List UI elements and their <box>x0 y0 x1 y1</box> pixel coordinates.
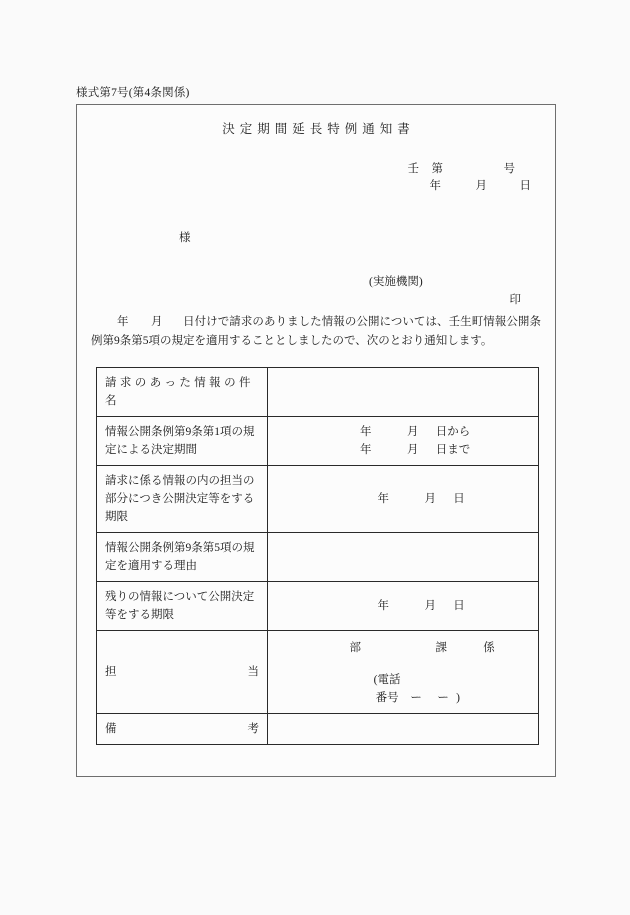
row-value-subject[interactable] <box>268 368 539 417</box>
remaining-year: 年 <box>377 600 389 612</box>
label-text: 残りの情報について公開決定等をする期限 <box>105 591 255 621</box>
remaining-deadline-date <box>276 597 530 615</box>
label-text-first: 担 <box>105 666 117 678</box>
telephone-close-paren: ) <box>456 692 460 704</box>
document-number-label: 第 <box>431 163 443 175</box>
table-row <box>97 466 539 533</box>
addressee-honorific: 様 <box>179 232 191 244</box>
from-day: 日から <box>435 426 471 438</box>
telephone-dash-2: ー <box>437 692 449 704</box>
body-text-main: 日付けで請求のありました情報の公開については、壬生町情報公開条例第9条第5項の規定を適用することとしましたので、次のとおり通知します。 <box>91 316 541 347</box>
department-label: 部 <box>349 642 361 654</box>
date-range-to <box>276 441 530 459</box>
label-text-second: 考 <box>247 723 259 735</box>
table-row <box>97 714 539 745</box>
row-value-contact[interactable] <box>268 631 539 714</box>
row-label-partial-deadline <box>97 466 268 533</box>
row-label-decision-period <box>97 417 268 466</box>
label-text: 情報公開条例第9条第1項の規定による決定期間 <box>105 426 255 456</box>
issuing-agency-label: (実施機関) <box>369 276 423 288</box>
department-line <box>276 637 530 657</box>
from-month: 月 <box>407 426 419 438</box>
document-title: 決定期間延長特例通知書 <box>222 122 415 136</box>
label-text: 請求に係る情報の内の担当の部分につき公開決定等をする期限 <box>105 475 255 523</box>
table-row <box>97 582 539 631</box>
contact-label-pair <box>105 663 259 681</box>
seal-mark: 印 <box>509 294 521 306</box>
telephone-dash-1: ー <box>410 692 422 704</box>
row-value-partial-deadline[interactable] <box>268 466 539 533</box>
remarks-label-pair <box>105 720 259 738</box>
row-label-contact <box>97 631 268 714</box>
remaining-day: 日 <box>453 600 465 612</box>
to-year: 年 <box>360 444 372 456</box>
telephone-label: (電話番号 <box>373 674 401 704</box>
row-label-remarks <box>97 714 268 745</box>
section-label: 課 <box>435 642 447 654</box>
from-year: 年 <box>360 426 372 438</box>
row-value-remarks[interactable] <box>268 714 539 745</box>
row-label-reason <box>97 533 268 582</box>
deadline-date <box>276 490 530 508</box>
row-value-reason[interactable] <box>268 533 539 582</box>
date-range-from <box>276 423 530 441</box>
row-value-remaining-deadline[interactable] <box>268 582 539 631</box>
table-row <box>97 631 539 714</box>
body-paragraph <box>91 313 541 351</box>
document-number-prefix: 壬 <box>407 163 419 175</box>
to-day: 日まで <box>435 444 471 456</box>
to-month: 月 <box>407 444 419 456</box>
table-row <box>97 533 539 582</box>
document-date-line <box>408 178 532 195</box>
row-label-subject <box>97 368 268 417</box>
label-text: 情報公開条例第9条第5項の規定を適用する理由 <box>105 542 255 572</box>
subsection-label: 係 <box>483 642 495 654</box>
body-date-year: 年 <box>117 316 129 328</box>
document-number-suffix: 号 <box>503 163 515 175</box>
document-frame <box>76 104 556 777</box>
notification-details-table <box>96 367 539 745</box>
body-date-month: 月 <box>151 316 163 328</box>
deadline-year: 年 <box>377 493 389 505</box>
document-date-month: 月 <box>475 180 487 192</box>
deadline-month: 月 <box>424 493 436 505</box>
remaining-month: 月 <box>424 600 436 612</box>
row-label-remaining-deadline <box>97 582 268 631</box>
row-value-decision-period[interactable] <box>268 417 539 466</box>
label-text: 請求のあった情報の件名 <box>105 377 254 407</box>
document-number-line <box>408 161 532 178</box>
table-row <box>97 368 539 417</box>
label-text-second: 当 <box>247 666 259 678</box>
deadline-day: 日 <box>453 493 465 505</box>
telephone-line <box>276 657 530 707</box>
form-number: 様式第7号(第4条関係) <box>76 87 190 99</box>
table-row <box>97 417 539 466</box>
document-date-day: 日 <box>519 180 531 192</box>
document-number-block <box>408 161 532 195</box>
document-date-year: 年 <box>429 180 441 192</box>
label-text-first: 備 <box>105 723 117 735</box>
